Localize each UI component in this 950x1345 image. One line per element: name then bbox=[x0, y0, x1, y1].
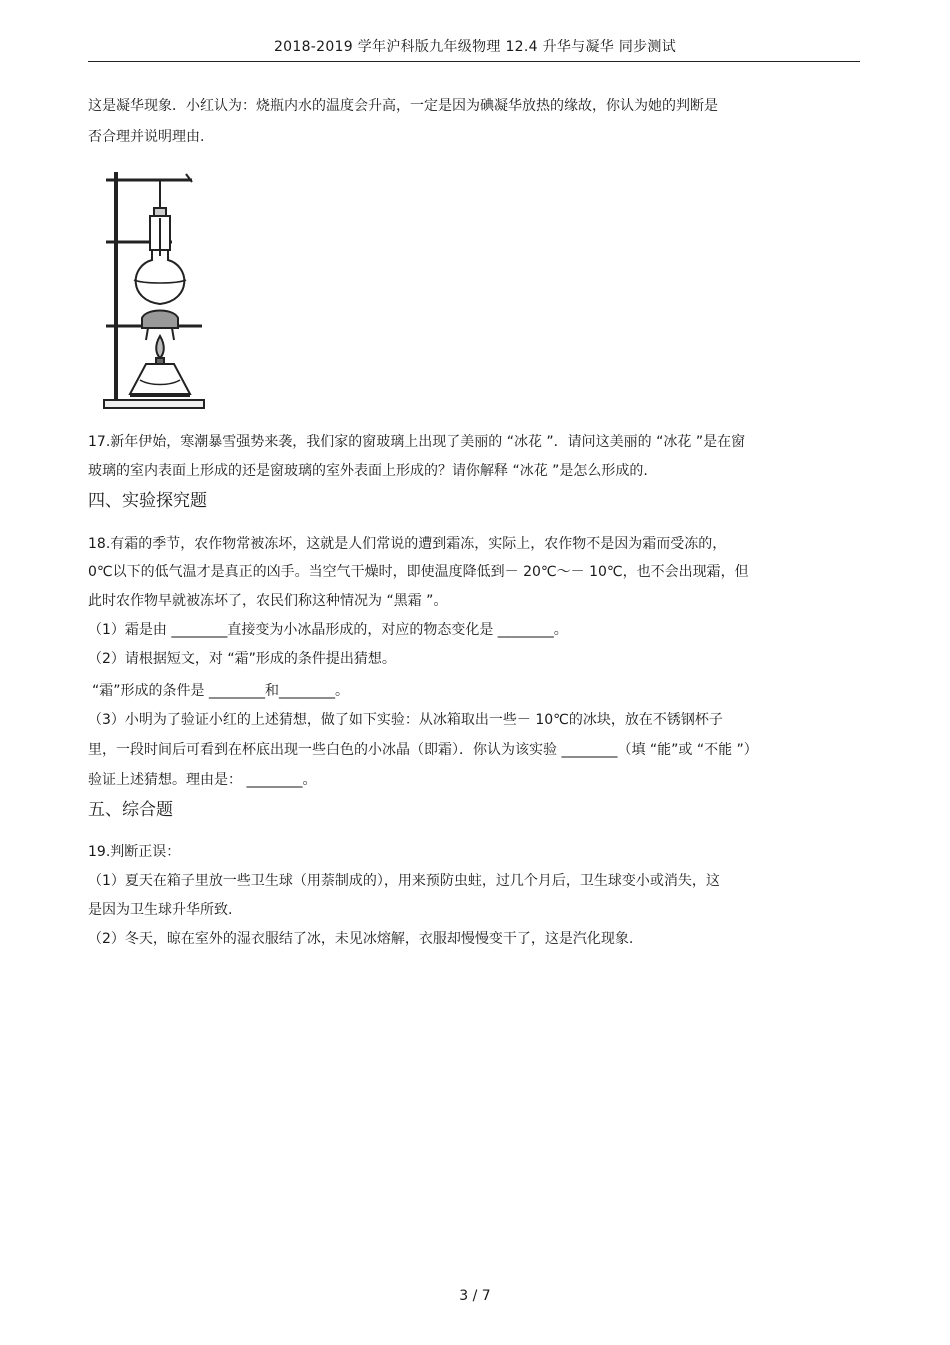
question-17-line-2: 玻璃的室内表面上形成的还是窗玻璃的室外表面上形成的？请你解释 “冰花 ”是怎么形成的. bbox=[88, 463, 648, 479]
question-19-part-1-line-2: 是因为卫生球升华所致. bbox=[88, 902, 233, 918]
question-18-part-2: （2）请根据短文，对 “霜”形成的条件提出猜想。 bbox=[88, 651, 396, 667]
question-18-part-3-line-3: 验证上述猜想。理由是： ________。 bbox=[88, 772, 317, 788]
text-line: 这是凝华现象．小红认为：烧瓶内水的温度会升高，一定是因为碘凝华放热的缘故，你认为她的判断是 bbox=[88, 98, 718, 114]
question-18-part-2-blank: “霜”形成的条件是 ________和________。 bbox=[92, 683, 349, 699]
page-header-title: 2018-2019 学年沪科版九年级物理 12.4 升华与凝华 同步测试 bbox=[273, 39, 677, 55]
question-19-part-2: （2）冬天，晾在室外的湿衣服结了冰，未见冰熔解，衣服却慢慢变干了，这是汽化现象. bbox=[88, 931, 634, 947]
question-17-line-1: 17.新年伊始，寒潮暴雪强势来袭，我们家的窗玻璃上出现了美丽的 “冰花 ”．请问这美丽的 “冰花 ”是在窗 bbox=[88, 434, 746, 450]
question-18-part-3-line-2: 里，一段时间后可看到在杯底出现一些白色的小冰晶（即霜）．你认为该实验 ________（填 “能”或 “不能 ”） bbox=[88, 742, 758, 758]
section-heading-experiment: 四、实验探究题 bbox=[88, 491, 207, 511]
question-19-title: 19.判断正误： bbox=[88, 844, 181, 860]
section-heading-comprehensive: 五、综合题 bbox=[88, 800, 173, 820]
question-18-part-3-line-1: （3）小明为了验证小红的上述猜想，做了如下实验：从冰箱取出一些－ 10℃的冰块，放在不锈钢杯子 bbox=[88, 712, 723, 728]
question-19-part-1-line-1: （1）夏天在箱子里放一些卫生球（用萘制成的），用来预防虫蛀，过几个月后，卫生球变小或消失，这 bbox=[88, 873, 720, 889]
text-line: 否合理并说明理由. bbox=[88, 129, 205, 145]
question-18-line-2: 0℃以下的低气温才是真正的凶手。当空气干燥时，即使温度降低到－ 20℃～－ 10℃，也不会出现霜，但 bbox=[88, 564, 749, 580]
question-18-line-1: 18.有霜的季节，农作物常被冻坏，这就是人们常说的遭到霜冻，实际上，农作物不是因为霜而受冻的， bbox=[88, 536, 727, 552]
experiment-apparatus-figure bbox=[100, 168, 210, 413]
question-18-line-3: 此时农作物早就被冻坏了，农民们称这种情况为 “黑霜 ”。 bbox=[88, 593, 448, 609]
question-18-part-1: （1）霜是由 ________直接变为小冰晶形成的，对应的物态变化是 ________。 bbox=[88, 622, 568, 638]
page-number: 3 / 7 bbox=[459, 1288, 491, 1304]
header-divider bbox=[88, 61, 860, 62]
